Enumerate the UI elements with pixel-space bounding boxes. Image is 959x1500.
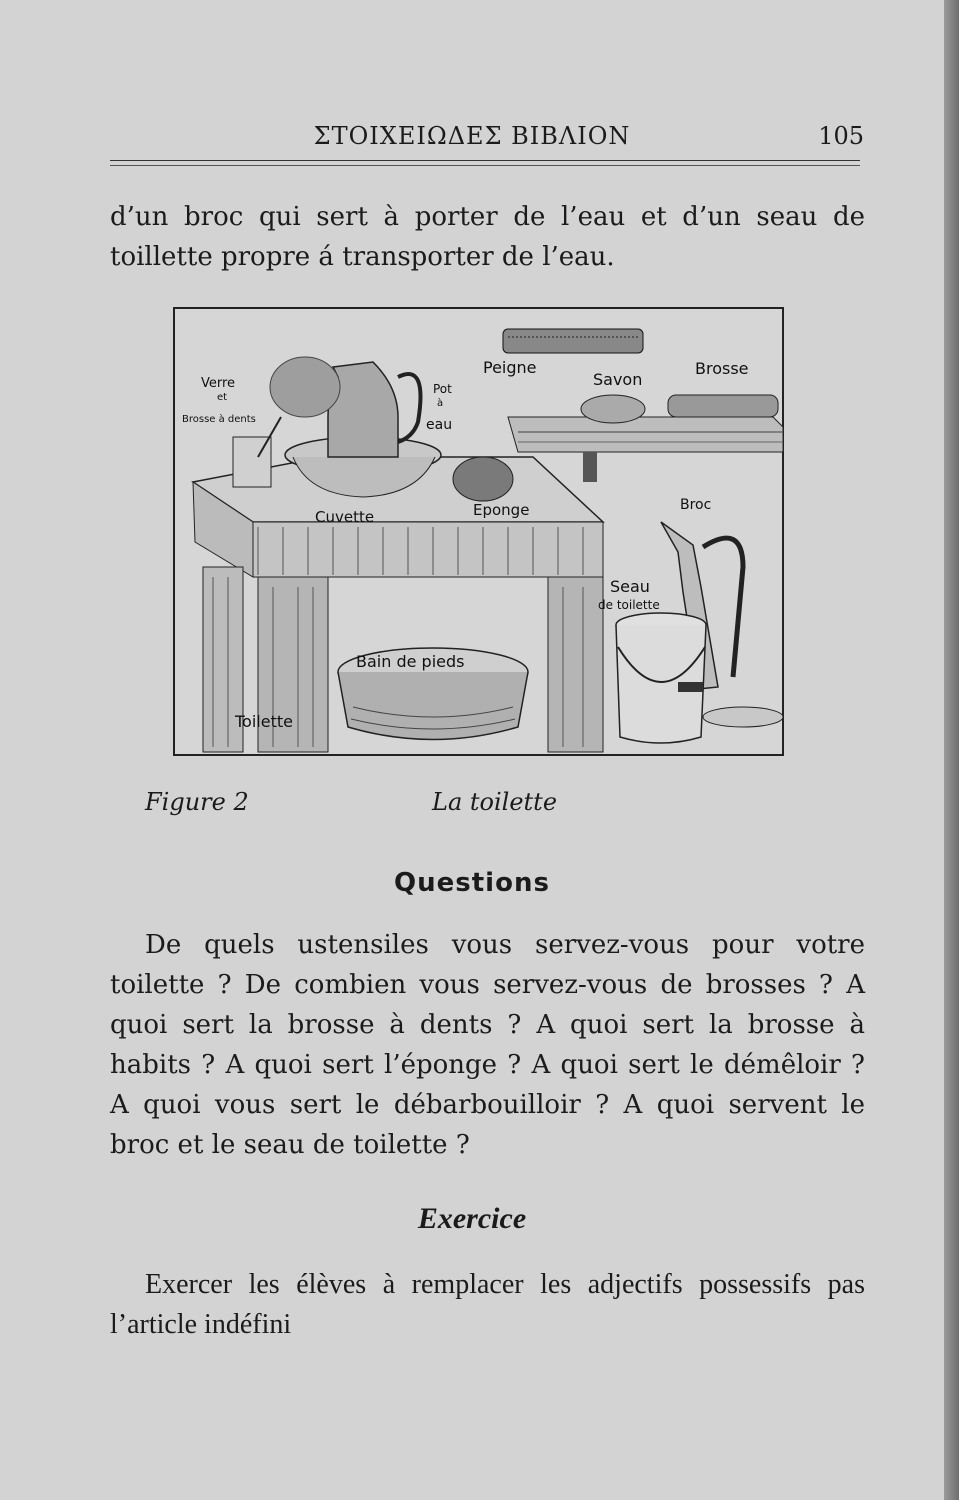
figure-title-caption: La toilette — [432, 788, 558, 816]
label-brosse-dents: Brosse à dents — [182, 414, 256, 425]
soap-illustration — [581, 395, 645, 423]
label-verre: Verre — [201, 376, 236, 391]
header-rule-secondary — [110, 165, 860, 166]
questions-heading: Questions — [394, 868, 550, 898]
intro-paragraph — [110, 197, 865, 277]
label-de-toilette: de toilette — [598, 598, 660, 612]
page-number: 105 — [818, 122, 864, 150]
figure-number-caption: Figure 2 — [145, 788, 249, 816]
intro-line-1: d’un broc qui sert à porter de l’eau et d’un seau de — [110, 202, 865, 232]
label-eponge: Eponge — [473, 501, 530, 519]
intro-line-2: toillette propre á transporter de l’eau. — [110, 242, 615, 272]
bucket-lid-illustration — [703, 707, 783, 727]
label-brosse: Brosse — [695, 359, 749, 378]
towel-illustration — [270, 357, 340, 417]
exercise-heading: Exercice — [417, 1202, 527, 1235]
label-cuvette: Cuvette — [315, 508, 375, 526]
label-et: et — [217, 392, 228, 403]
label-seau: Seau — [610, 577, 650, 596]
sponge-illustration — [453, 457, 513, 501]
questions-paragraph: De quels ustensiles vous servez-vous pour votre toilette ? De combien vous servez-vous de brosses ? A quoi sert la brosse à dents ? A quoi sert la brosse à habits ? A quoi sert l’éponge ? A quoi sert le démêloir ? A quoi vous sert le débarbouilloir ? A quoi servent le broc et le seau de toilette ? — [110, 930, 865, 1160]
page-edge — [944, 0, 959, 1500]
illustration-drawing — [173, 307, 785, 757]
label-savon: Savon — [593, 370, 643, 389]
comb-illustration — [503, 329, 643, 353]
label-toilette: Toilette — [235, 712, 293, 731]
label-peigne: Peigne — [483, 358, 537, 377]
label-a: à — [437, 398, 444, 409]
label-bain-de-pieds: Bain de pieds — [356, 652, 465, 671]
brush-illustration — [668, 395, 778, 417]
label-eau: eau — [426, 417, 453, 433]
exercise-paragraph: Exercer les élèves à remplacer les adjectifs possessifs pas l’article indéfini — [110, 1269, 865, 1340]
header-rule — [110, 160, 860, 161]
label-broc: Broc — [680, 497, 712, 513]
label-pot: Pot — [433, 382, 452, 396]
running-header-title: ΣΤΟΙΧΕΙΩΔΕΣ ΒΙΒΛΙΟΝ — [313, 122, 631, 150]
toilette-illustration — [173, 307, 785, 757]
